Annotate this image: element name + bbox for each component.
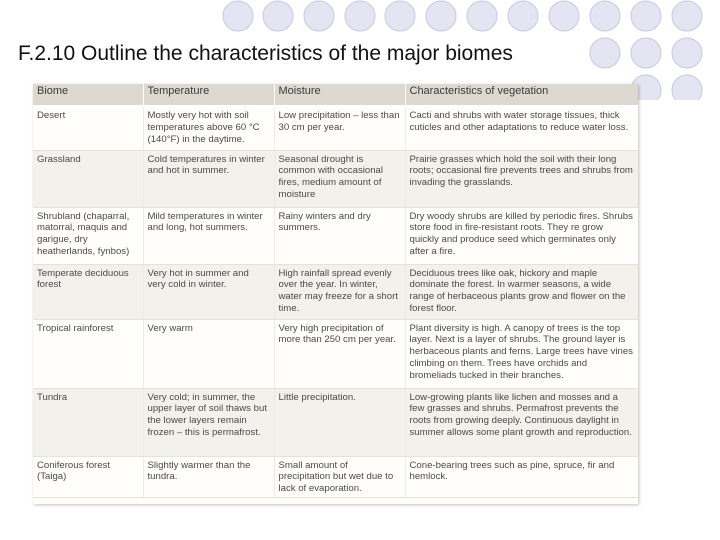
table-row (33, 106, 638, 150)
decorative-circle (508, 1, 538, 31)
cell-biome: Tropical rainforest (33, 319, 143, 388)
biomes-table-container (33, 84, 638, 504)
cell-vegetation: Plant diversity is high. A canopy of trees is the top layer. Next is a layer of shrubs. The ground layer is herbaceous plants and ferns. Large trees have vines climbing on them. Trees have orchids and bromeliads tucked in their branches. (405, 319, 638, 388)
cell-vegetation: Low-growing plants like lichen and mosses and a few grasses and shrubs. Permafrost prevents the roots from growing deeply. Continuous daylight in summer allows some plant growth and reproduction. (405, 388, 638, 456)
cell-temperature: Slightly warmer than the tundra. (143, 456, 274, 497)
cell-biome: Grassland (33, 150, 143, 207)
cell-vegetation: Cone-bearing trees such as pine, spruce, fir and hemlock. (405, 456, 638, 497)
header-vegetation: Characteristics of vegetation (405, 84, 638, 106)
decorative-circle (345, 1, 375, 31)
decorative-circle (467, 1, 497, 31)
cell-temperature: Very cold; in summer, the upper layer of soil thaws but the lower layers remain frozen – this is permafrost. (143, 388, 274, 456)
decorative-circle (590, 1, 620, 31)
decorative-circle (304, 1, 334, 31)
cell-temperature: Very hot in summer and very cold in winter. (143, 264, 274, 319)
cell-moisture: Low precipitation – less than 30 cm per year. (274, 106, 405, 150)
decorative-circle (631, 1, 661, 31)
decorative-circle (385, 1, 415, 31)
cell-biome: Temperate deciduous forest (33, 264, 143, 319)
cell-temperature: Mostly very hot with soil temperatures above 60 °C (140°F) in the daytime. (143, 106, 274, 150)
table-row (33, 456, 638, 497)
cell-moisture: High rainfall spread evenly over the year. In winter, water may freeze for a short time. (274, 264, 405, 319)
cell-biome: Desert (33, 106, 143, 150)
cell-vegetation: Deciduous trees like oak, hickory and maple dominate the forest. In warmer seasons, a wide range of herbaceous plants grow and flower on the forest floor. (405, 264, 638, 319)
cell-biome: Coniferous forest (Taiga) (33, 456, 143, 497)
cell-moisture: Small amount of precipitation but wet due to lack of evaporation. (274, 456, 405, 497)
decorative-circle (631, 38, 661, 68)
decorative-circle (549, 1, 579, 31)
cell-biome: Tundra (33, 388, 143, 456)
decorative-circle (426, 1, 456, 31)
decorative-circle (672, 75, 702, 100)
table-row (33, 150, 638, 207)
cell-biome: Shrubland (chaparral, matorral, maquis and garigue, dry heatherlands, fynbos) (33, 207, 143, 264)
cell-moisture: Seasonal drought is common with occasional fires, medium amount of moisture (274, 150, 405, 207)
table-row (33, 388, 638, 456)
header-temperature: Temperature (143, 84, 274, 106)
decorative-circle (223, 1, 253, 31)
cell-temperature: Cold temperatures in winter and hot in summer. (143, 150, 274, 207)
biomes-table (33, 84, 638, 498)
cell-moisture: Little precipitation. (274, 388, 405, 456)
header-biome: Biome (33, 84, 143, 106)
decorative-circle (672, 1, 702, 31)
table-header-row (33, 84, 638, 106)
decorative-circle (263, 1, 293, 31)
cell-vegetation: Cacti and shrubs with water storage tissues, thick cuticles and other adaptations to reduce water loss. (405, 106, 638, 150)
table-row (33, 319, 638, 388)
decorative-circle (590, 38, 620, 68)
slide-title: F.2.10 Outline the characteristics of the major biomes (18, 42, 513, 65)
cell-moisture: Rainy winters and dry summers. (274, 207, 405, 264)
cell-temperature: Very warm (143, 319, 274, 388)
cell-temperature: Mild temperatures in winter and long, hot summers. (143, 207, 274, 264)
cell-moisture: Very high precipitation of more than 250 cm per year. (274, 319, 405, 388)
header-moisture: Moisture (274, 84, 405, 106)
decorative-circle (672, 38, 702, 68)
cell-vegetation: Dry woody shrubs are killed by periodic fires. Shrubs store food in fire-resistant roots. They re grow quickly and produce seed which germinates only after a fire. (405, 207, 638, 264)
table-row (33, 207, 638, 264)
cell-vegetation: Prairie grasses which hold the soil with their long roots; occasional fire prevents trees and shrubs from invading the grasslands. (405, 150, 638, 207)
table-row (33, 264, 638, 319)
